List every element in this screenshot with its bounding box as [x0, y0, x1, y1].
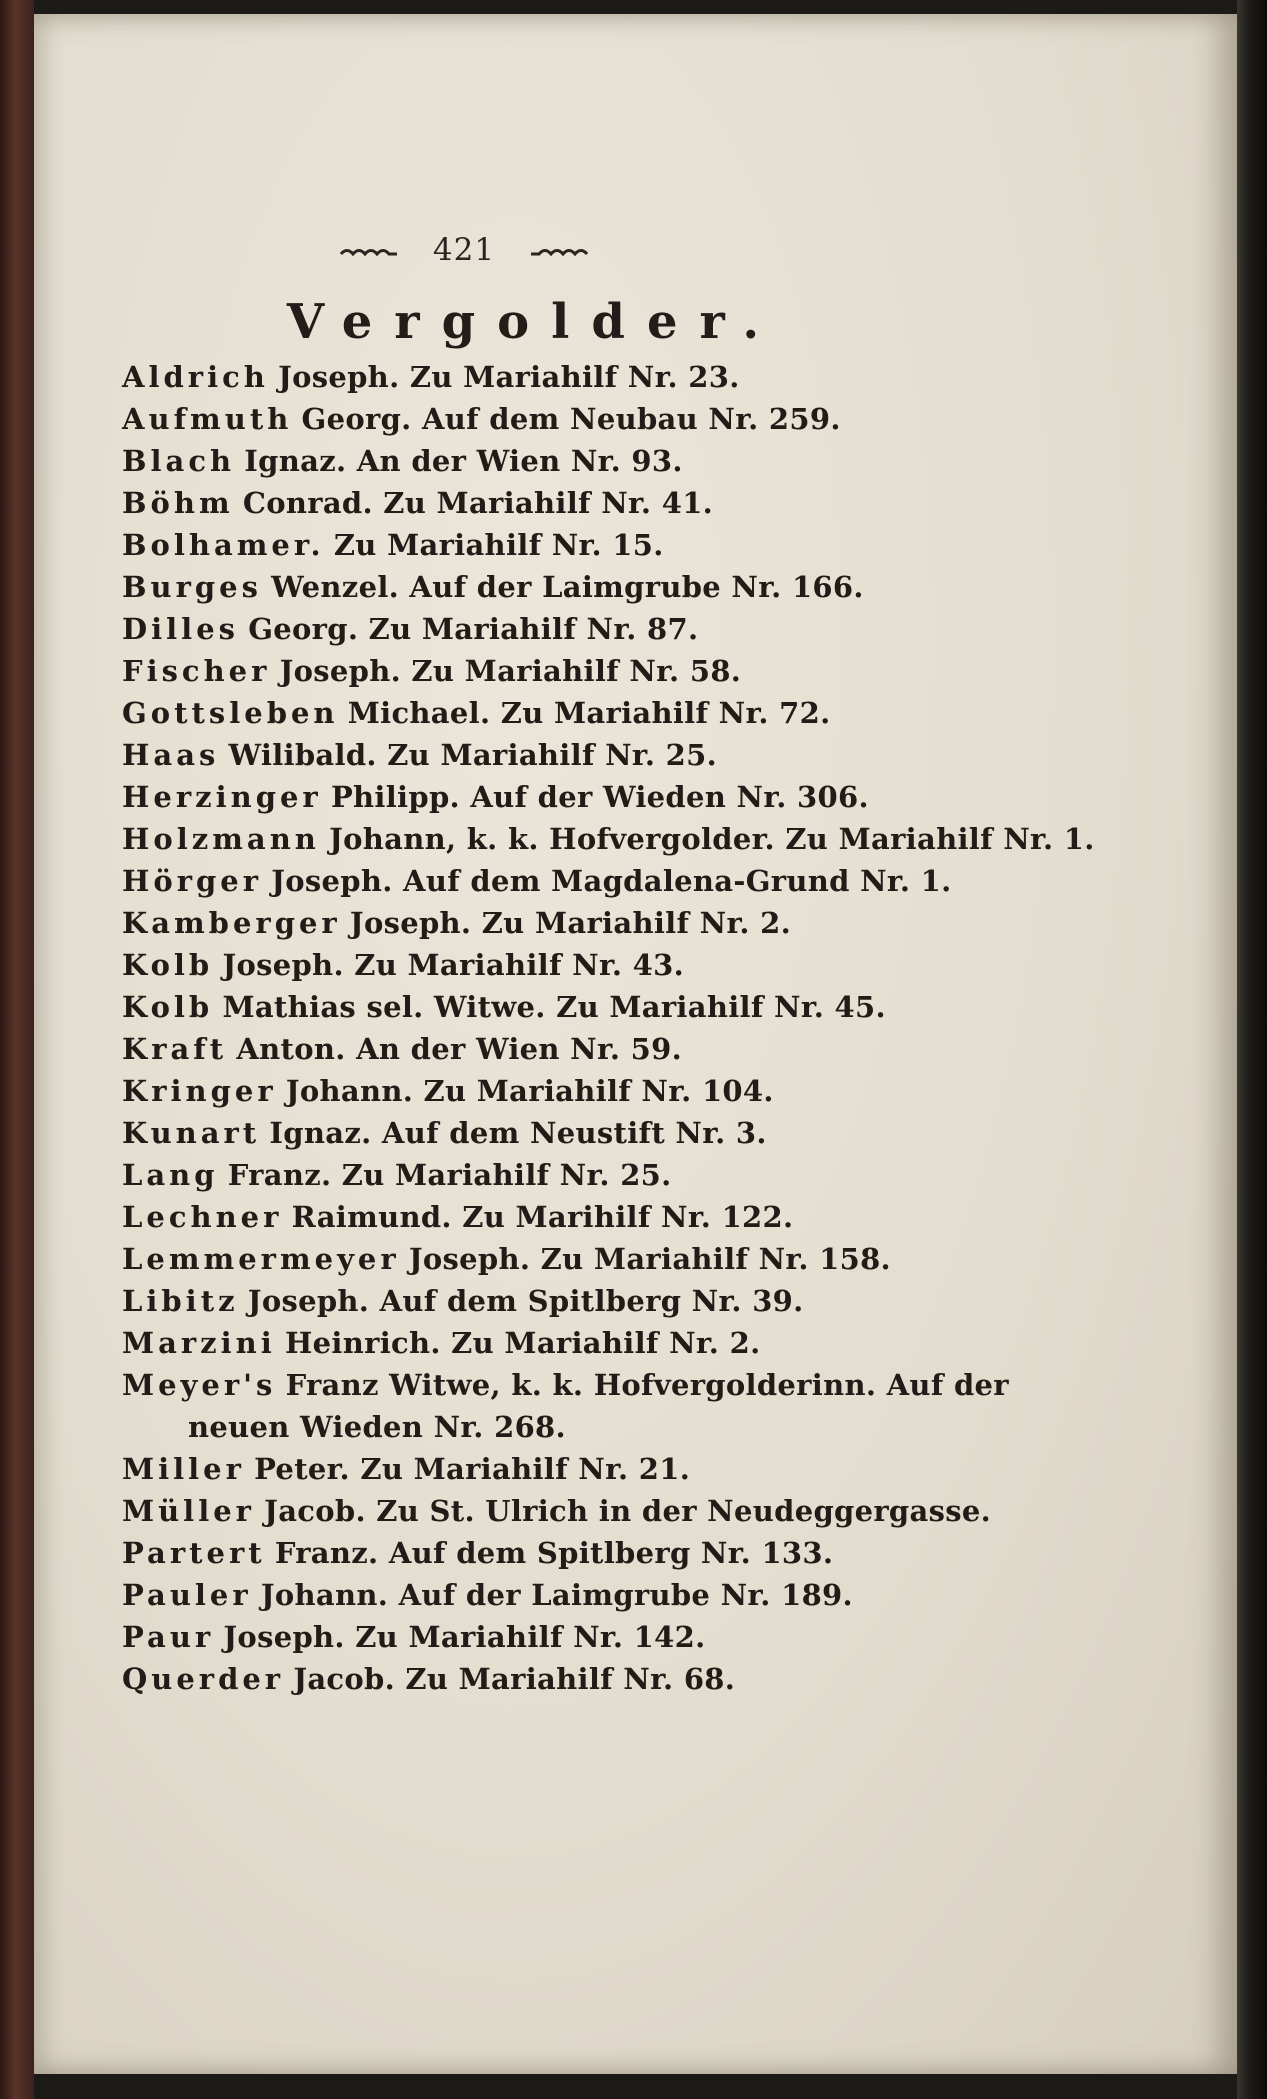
list-item	[122, 1028, 1002, 1070]
entry-surname: Lemmermeyer	[122, 1242, 400, 1276]
entry-surname: Blach	[122, 444, 236, 478]
entry-surname: Kolb	[122, 990, 214, 1024]
entry-details: Philipp. Auf der Wieden Nr. 306.	[330, 780, 869, 814]
entry-details: Wilibald. Zu Mariahilf Nr. 25.	[228, 738, 717, 772]
section-heading: Vergolder.	[286, 294, 782, 350]
list-item	[122, 860, 1002, 902]
entry-details: Jacob. Zu St. Ulrich in der Neudeggergasse.	[264, 1494, 991, 1528]
entry-surname: Aufmuth	[122, 402, 293, 436]
list-item	[122, 1238, 1002, 1280]
list-item	[122, 1070, 1002, 1112]
list-item	[122, 1112, 1002, 1154]
entry-details: Wenzel. Auf der Laimgrube Nr. 166.	[271, 570, 864, 604]
entry-details: Conrad. Zu Mariahilf Nr. 41.	[242, 486, 714, 520]
entry-surname: Müller	[122, 1494, 255, 1528]
list-item	[122, 776, 1002, 818]
list-item	[122, 398, 1002, 440]
entry-details: Joseph. Zu Mariahilf Nr. 43.	[222, 948, 685, 982]
page-number: 421	[432, 232, 496, 268]
list-item	[122, 986, 1002, 1028]
entry-surname: Paur	[122, 1620, 215, 1654]
entry-details: Peter. Zu Mariahilf Nr. 21.	[254, 1452, 691, 1486]
entry-details: Anton. An der Wien Nr. 59.	[236, 1032, 683, 1066]
list-item	[122, 1574, 1002, 1616]
list-item	[122, 1196, 1002, 1238]
entry-surname: Hörger	[122, 864, 263, 898]
entry-details: Franz. Auf dem Spitlberg Nr. 133.	[274, 1536, 834, 1570]
entry-surname: Kunart	[122, 1116, 261, 1150]
entry-details: Joseph. Zu Mariahilf Nr. 158.	[408, 1242, 891, 1276]
entry-details: Johann. Zu Mariahilf Nr. 104.	[285, 1074, 774, 1108]
entry-details: Johann, k. k. Hofvergolder. Zu Mariahilf Nr. 1.	[329, 822, 1095, 856]
list-item	[122, 1280, 1002, 1322]
list-item	[122, 818, 1095, 860]
list-item	[122, 356, 1002, 398]
entry-surname: Pauler	[122, 1578, 252, 1612]
list-item	[122, 1616, 1002, 1658]
entry-surname: Holzmann	[122, 822, 320, 856]
entry-surname: Kraft	[122, 1032, 228, 1066]
entry-surname: Gottsleben	[122, 696, 339, 730]
list-item	[122, 944, 1002, 986]
entry-details: Jacob. Zu Mariahilf Nr. 68.	[293, 1662, 736, 1696]
entry-surname: Kamberger	[122, 906, 341, 940]
list-item	[122, 1364, 1048, 1448]
entry-details: Heinrich. Zu Mariahilf Nr. 2.	[284, 1326, 761, 1360]
entry-details: Mathias sel. Witwe. Zu Mariahilf Nr. 45.	[222, 990, 886, 1024]
entry-surname: Fischer	[122, 654, 271, 688]
list-item	[122, 1154, 1002, 1196]
list-item	[122, 1322, 1002, 1364]
entry-surname: Herzinger	[122, 780, 322, 814]
list-item	[122, 524, 1002, 566]
entry-surname: Miller	[122, 1452, 245, 1486]
entry-surname: Lang	[122, 1158, 219, 1192]
entry-surname: Kringer	[122, 1074, 277, 1108]
entry-details: Joseph. Auf dem Spitlberg Nr. 39.	[247, 1284, 804, 1318]
entry-details: Franz Witwe, k. k. Hofvergolderinn. Auf der neuen Wieden Nr. 268.	[188, 1368, 1009, 1444]
entry-surname: Aldrich	[122, 360, 269, 394]
right-ornament-icon	[529, 245, 589, 259]
entry-surname: Lechner	[122, 1200, 283, 1234]
entry-details: Ignaz. Auf dem Neustift Nr. 3.	[269, 1116, 767, 1150]
book-page	[34, 14, 1237, 2074]
list-item	[122, 1532, 1002, 1574]
entry-details: Michael. Zu Mariahilf Nr. 72.	[347, 696, 831, 730]
entry-surname: Bolhamer.	[122, 528, 325, 562]
entry-details: Joseph. Zu Mariahilf Nr. 142.	[223, 1620, 706, 1654]
list-item	[122, 650, 1002, 692]
entry-surname: Haas	[122, 738, 220, 772]
entry-details: Franz. Zu Mariahilf Nr. 25.	[227, 1158, 672, 1192]
list-item	[122, 1490, 1002, 1532]
entry-details: Joseph. Zu Mariahilf Nr. 2.	[349, 906, 792, 940]
entry-surname: Libitz	[122, 1284, 239, 1318]
list-item	[122, 566, 1002, 608]
entry-details: Raimund. Zu Marihilf Nr. 122.	[291, 1200, 794, 1234]
entry-details: Joseph. Zu Mariahilf Nr. 23.	[278, 360, 740, 394]
list-item	[122, 440, 1002, 482]
entry-surname: Dilles	[122, 612, 239, 646]
book-page-edge	[1237, 0, 1267, 2099]
entry-details: Ignaz. An der Wien Nr. 93.	[244, 444, 683, 478]
directory-list	[122, 356, 1095, 1700]
list-item	[122, 692, 1002, 734]
book-spine-edge	[0, 0, 34, 2099]
list-item	[122, 734, 1002, 776]
entry-surname: Kolb	[122, 948, 214, 982]
left-ornament-icon	[339, 245, 399, 259]
entry-details: Joseph. Auf dem Magdalena-Grund Nr. 1.	[271, 864, 952, 898]
entry-surname: Marzini	[122, 1326, 276, 1360]
entry-surname: Partert	[122, 1536, 266, 1570]
entry-surname: Böhm	[122, 486, 234, 520]
entry-details: Georg. Zu Mariahilf Nr. 87.	[248, 612, 699, 646]
list-item	[122, 1658, 1002, 1700]
entry-details: Zu Mariahilf Nr. 15.	[333, 528, 664, 562]
list-item	[122, 1448, 1002, 1490]
page-header	[34, 232, 894, 268]
entry-surname: Meyer's	[122, 1368, 277, 1402]
entry-surname: Burges	[122, 570, 262, 604]
entry-details: Johann. Auf der Laimgrube Nr. 189.	[260, 1578, 853, 1612]
entry-details: Georg. Auf dem Neubau Nr. 259.	[301, 402, 841, 436]
list-item	[122, 902, 1002, 944]
list-item	[122, 608, 1002, 650]
entry-surname: Querder	[122, 1662, 285, 1696]
entry-details: Joseph. Zu Mariahilf Nr. 58.	[279, 654, 742, 688]
list-item	[122, 482, 1002, 524]
